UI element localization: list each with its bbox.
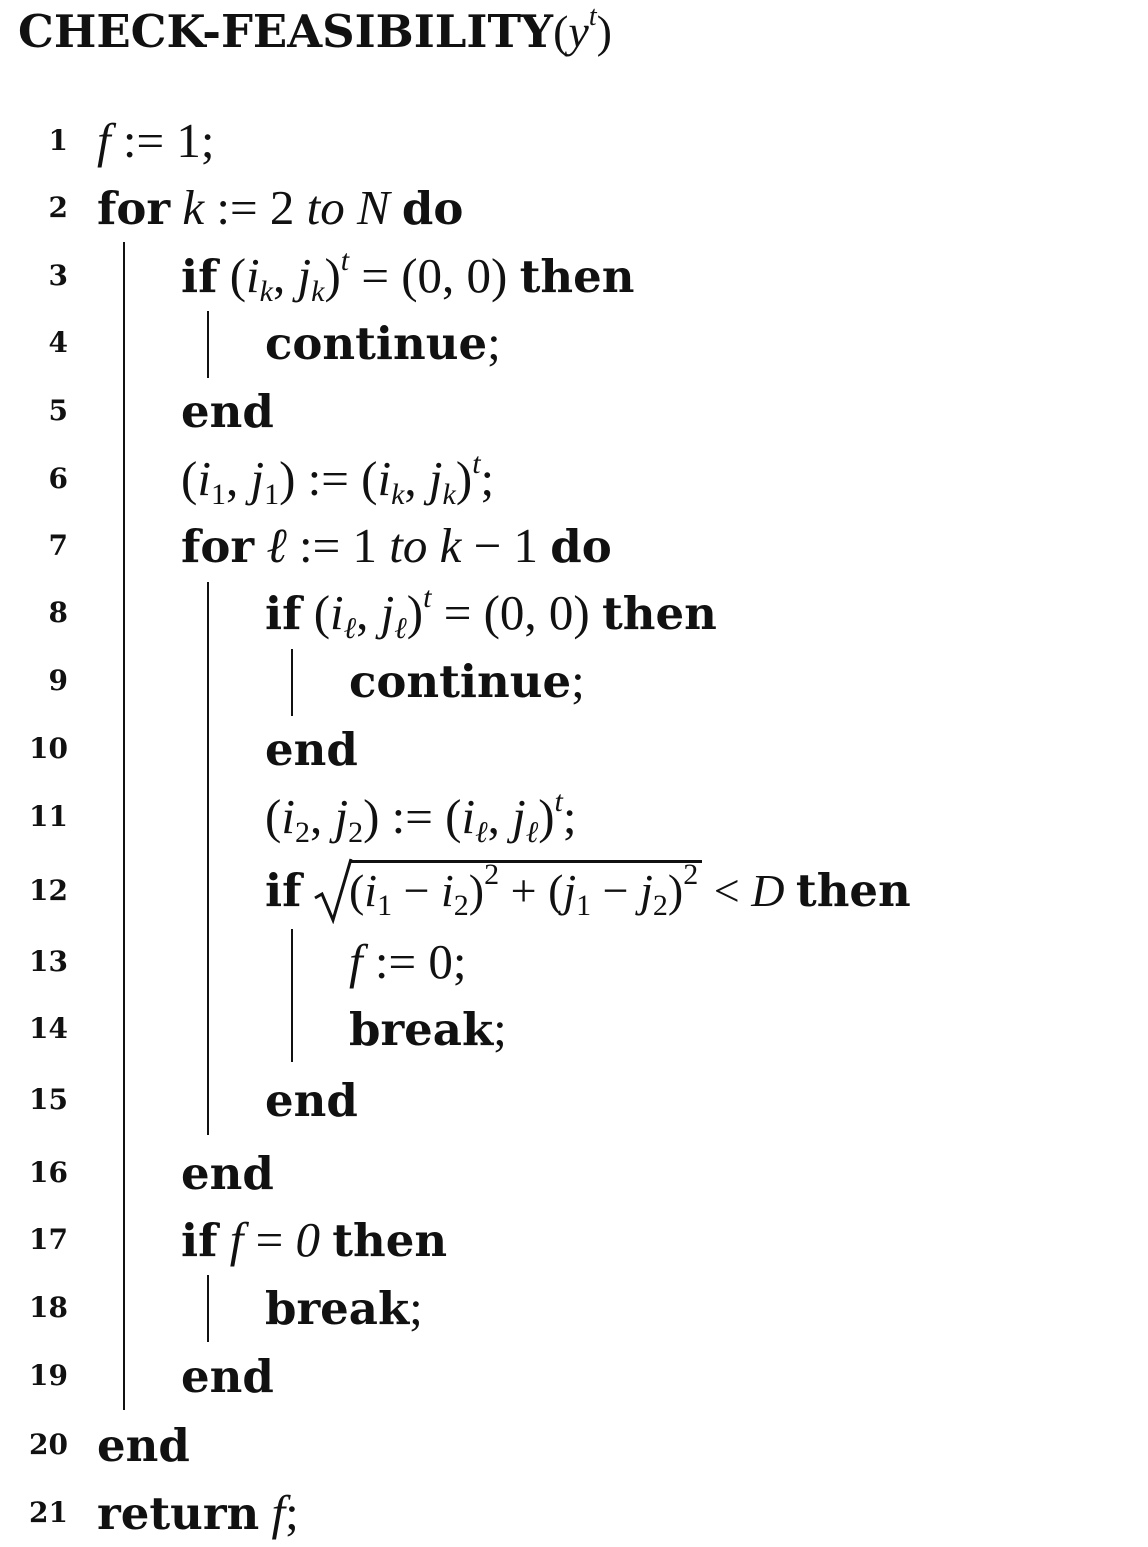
- line-number: 19: [29, 1359, 68, 1392]
- code-line-20: [0, 1412, 1148, 1478]
- code-line-16: [0, 1140, 1148, 1206]
- code-line-4: [0, 310, 1148, 376]
- line-number: 3: [48, 259, 68, 292]
- line-number: 14: [29, 1012, 68, 1045]
- line-number: 15: [29, 1083, 68, 1116]
- code-line-8: [0, 580, 1148, 646]
- line-number: 13: [29, 945, 68, 978]
- code-line-3: [0, 243, 1148, 309]
- line-number: 8: [48, 596, 68, 629]
- line-code: break;: [265, 1280, 423, 1335]
- line-code: end: [265, 723, 358, 776]
- code-line-17: [0, 1207, 1148, 1273]
- inner-if-guide: [291, 649, 293, 716]
- line-code: continue;: [265, 315, 501, 370]
- line-code: return f;: [97, 1485, 299, 1540]
- code-line-9: [0, 648, 1148, 714]
- line-number: 7: [48, 529, 68, 562]
- code-line-2: [0, 175, 1148, 241]
- line-number: 18: [29, 1291, 68, 1324]
- code-line-21: [0, 1480, 1148, 1546]
- line-code: end: [181, 1147, 274, 1200]
- distance-if-guide: [291, 929, 293, 1062]
- line-number: 12: [29, 874, 68, 907]
- square-root: $(i_1 - i_2)^2 + (j_1 - j_2)^2$: [313, 858, 702, 924]
- line-number: 2: [48, 191, 68, 224]
- line-code: for ℓ := 1 to k − 1 do: [181, 518, 612, 573]
- line-code: f := 1;: [97, 113, 215, 168]
- line-code: end: [181, 1350, 274, 1403]
- algorithm-name: CHECK-FEASIBILITY: [18, 5, 554, 58]
- code-line-11: [0, 784, 1148, 850]
- line-code: if $(i_1 - i_2)^2 + (j_1 - j_2)^2 < D$ then: [265, 858, 911, 922]
- if-block-guide: [207, 311, 209, 378]
- line-number: 9: [48, 664, 68, 697]
- line-number: 10: [29, 732, 68, 765]
- line-number: 1: [48, 124, 68, 157]
- inner-for-guide: [207, 582, 209, 1135]
- line-number: 6: [48, 462, 68, 495]
- code-line-12: [0, 858, 1148, 924]
- line-number: 11: [29, 800, 68, 833]
- code-line-6: [0, 446, 1148, 512]
- algorithm-title: [18, 2, 612, 62]
- line-number: 17: [29, 1223, 68, 1256]
- code-line-10: [0, 716, 1148, 782]
- line-code: ($i_2$, $j_2$) := ($i_\ell$, $j_\ell)^t$;: [265, 785, 577, 849]
- code-line-13: [0, 929, 1148, 995]
- line-code: continue;: [349, 653, 585, 708]
- code-line-5: [0, 378, 1148, 444]
- line-code: if f = 0 then: [181, 1212, 448, 1267]
- line-code: end: [265, 1074, 358, 1127]
- break-if-guide: [207, 1275, 209, 1342]
- line-code: f := 0;: [349, 934, 467, 989]
- line-code: if ($i_k$, $j_k)^t = (0$, 0) then: [181, 244, 635, 308]
- code-line-1: [0, 108, 1148, 174]
- radical-sign-icon: [313, 858, 353, 924]
- line-code: end: [181, 385, 274, 438]
- code-line-15: [0, 1067, 1148, 1133]
- line-code: break;: [349, 1001, 507, 1056]
- code-line-19: [0, 1343, 1148, 1409]
- line-number: 4: [48, 326, 68, 359]
- code-line-14: [0, 996, 1148, 1062]
- line-code: end: [97, 1419, 190, 1472]
- outer-for-guide: [123, 242, 125, 1410]
- line-number: 5: [48, 394, 68, 427]
- line-code: ($i_1$, $j_1$) := ($i_k$, $j_k)^t$;: [181, 447, 495, 511]
- code-line-18: [0, 1275, 1148, 1341]
- code-line-7: [0, 513, 1148, 579]
- line-number: 21: [29, 1496, 68, 1529]
- algorithm-argument: $(y^t)$: [553, 1, 612, 57]
- line-number: 16: [29, 1156, 68, 1189]
- line-code: for k := 2 to N do: [97, 180, 464, 235]
- line-code: if ($i_\ell$, $j_\ell)^t = (0$, 0) then: [265, 581, 717, 645]
- line-number: 20: [29, 1428, 68, 1461]
